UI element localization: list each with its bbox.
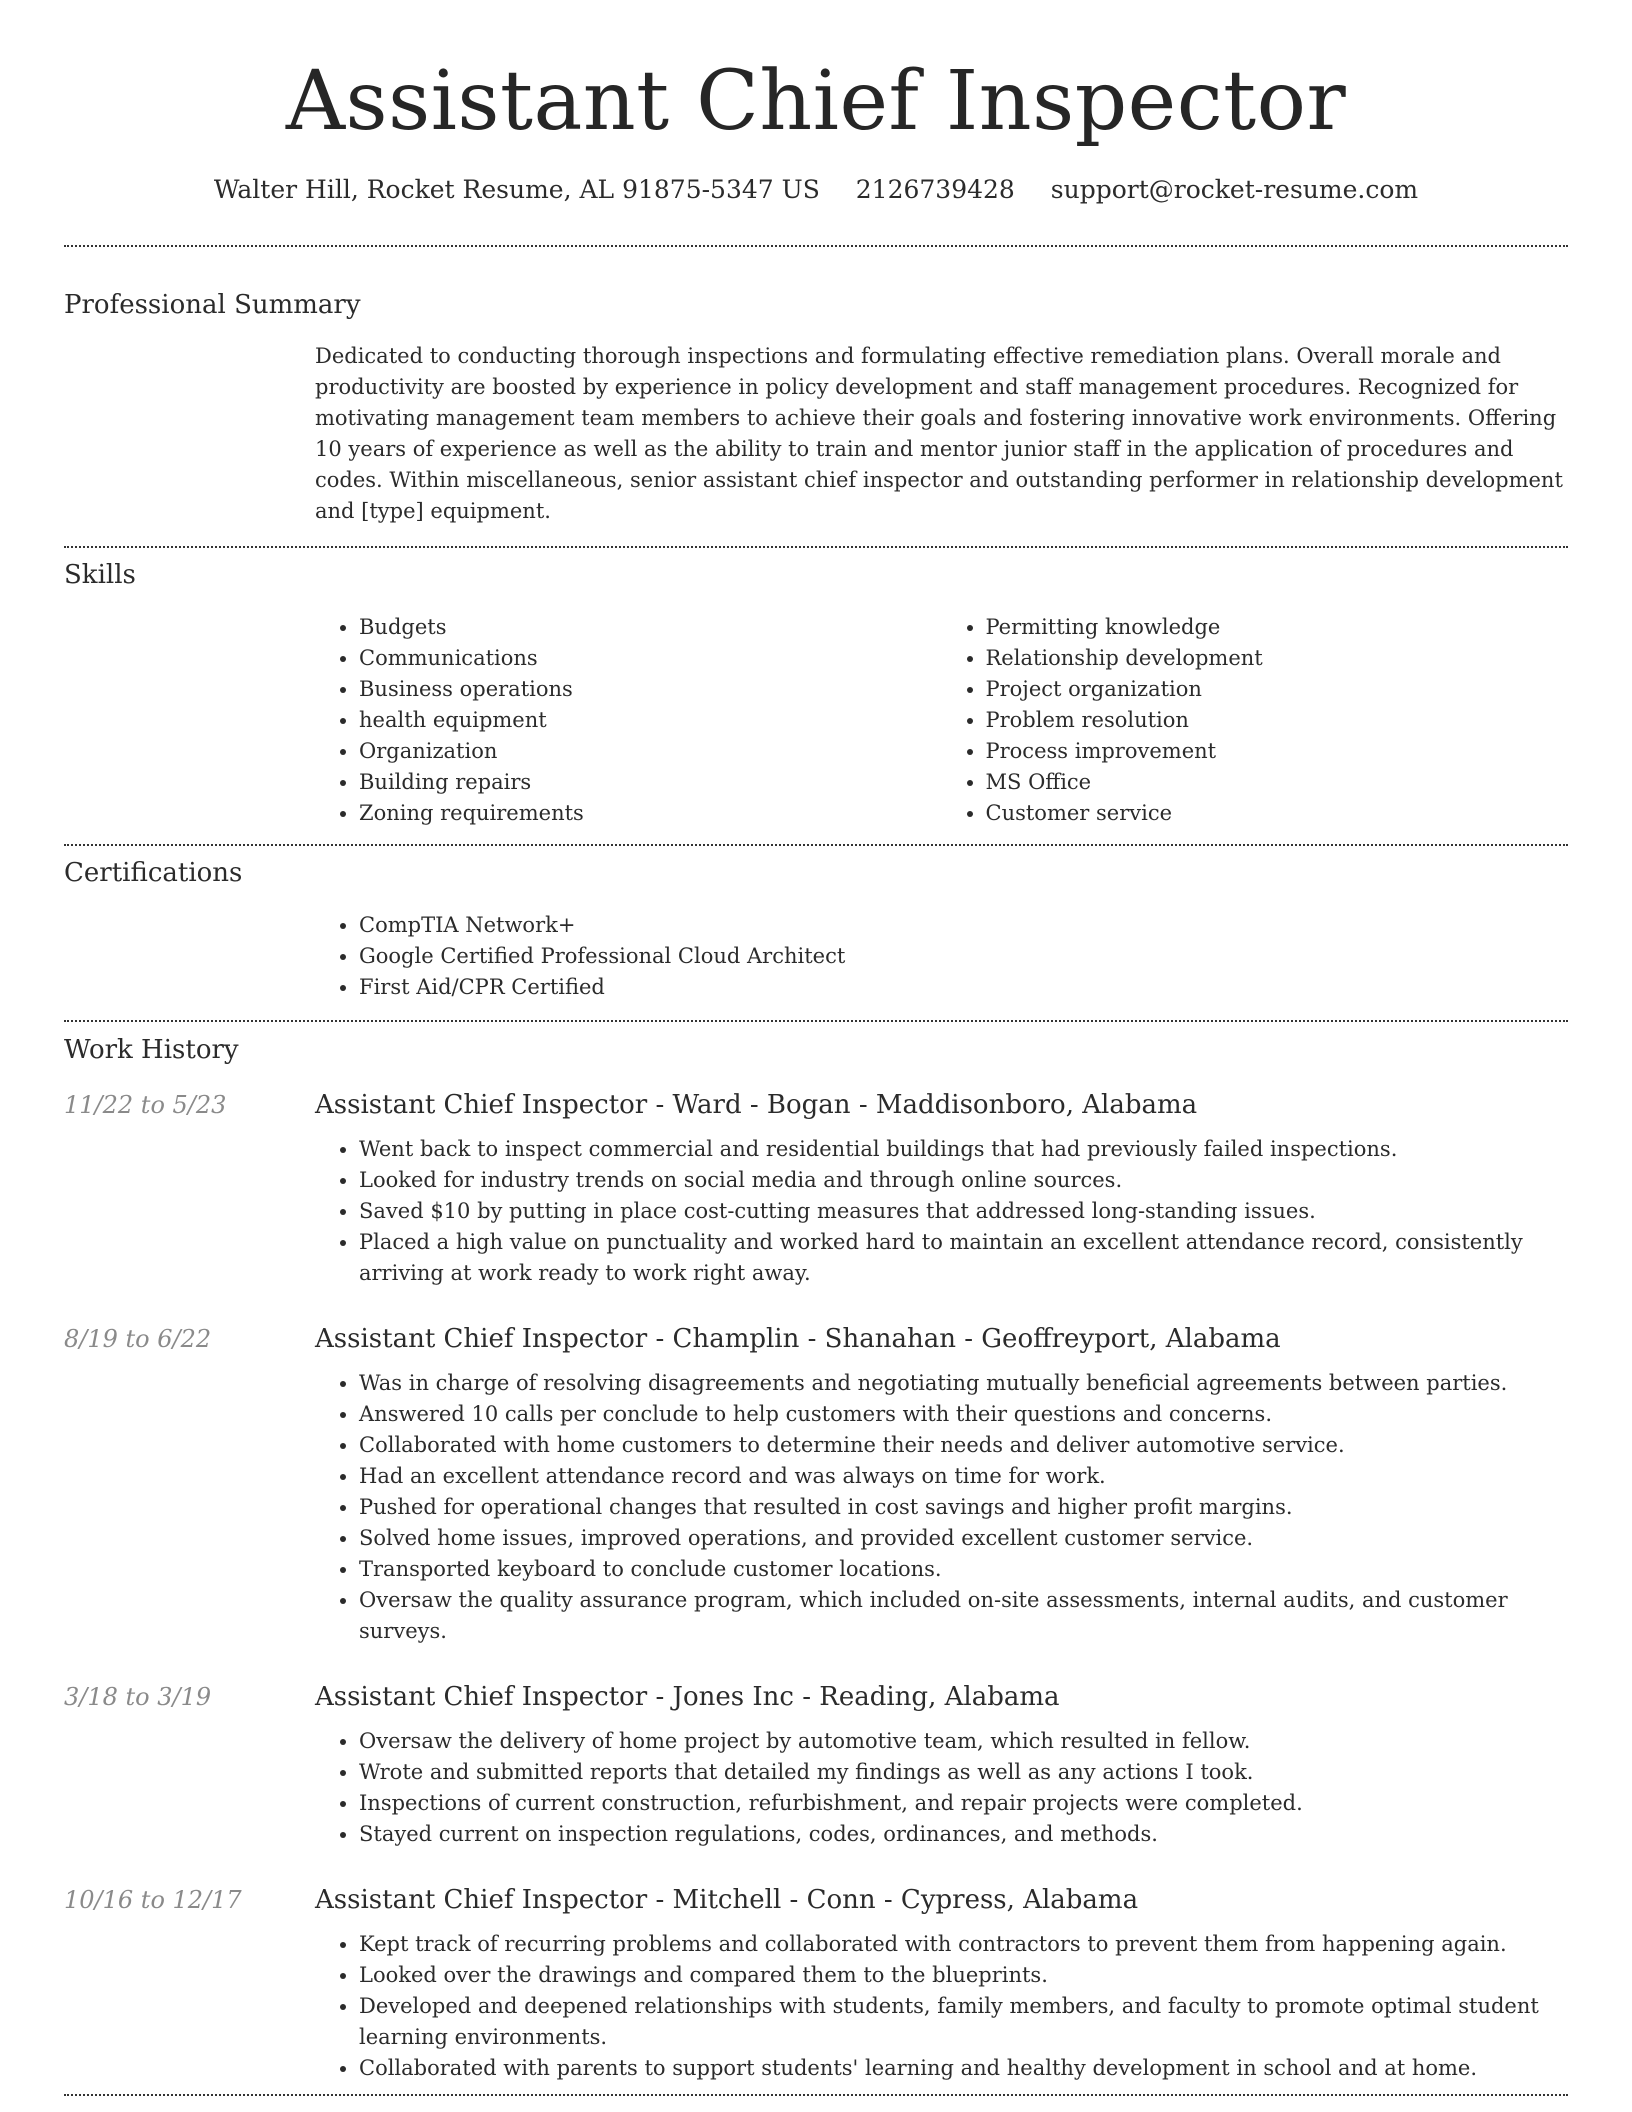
certifications-heading: Certifications xyxy=(64,858,243,888)
skill-item: • health equipment xyxy=(359,705,942,736)
certifications-list xyxy=(315,910,1568,1003)
skills-columns xyxy=(315,612,1568,829)
skill-item: • Relationship development xyxy=(986,643,1569,674)
divider xyxy=(64,245,1568,247)
skill-item: • Process improvement xyxy=(986,736,1569,767)
job-bullet: • Placed a high value on punctuality and worked hard to maintain an excellent attendance record, consistently arriving at work ready to work right away. xyxy=(359,1227,1568,1289)
job-bullet: • Saved $10 by putting in place cost-cutting measures that addressed long-standing issues. xyxy=(359,1196,1568,1227)
work-history-section xyxy=(64,1032,1568,2084)
job-bullet: • Kept track of recurring problems and collaborated with contractors to prevent them from happening again. xyxy=(359,1929,1568,1960)
skill-item: • Building repairs xyxy=(359,767,942,798)
divider xyxy=(64,1020,1568,1022)
job-dates: 11/22 to 5/23 xyxy=(64,1091,227,1119)
job-bullet: • Went back to inspect commercial and residential buildings that had previously failed inspections. xyxy=(359,1134,1568,1165)
skills-section xyxy=(64,557,1568,829)
job-entry xyxy=(64,1883,1568,2084)
work-history-heading: Work History xyxy=(64,1035,239,1065)
summary-text: Dedicated to conducting thorough inspections and formulating effective remediation plans. Overall morale and productivity are boosted by experience in policy development and staff management procedures. Recognized for motivating management team members to achieve their goals and fostering innovative work environments. Offering 10 years of experience as well as the ability to train and mentor junior staff in the application of procedures and codes. Within miscellaneous, senior assistant chief inspector and outstanding performer in relationship development and [type] equipment. xyxy=(315,344,1563,523)
skill-item: • Customer service xyxy=(986,798,1569,829)
skill-item: • Organization xyxy=(359,736,942,767)
job-bullet: • Collaborated with home customers to determine their needs and deliver automotive service. xyxy=(359,1430,1568,1461)
job-bullet: • Solved home issues, improved operations, and provided excellent customer service. xyxy=(359,1523,1568,1554)
certification-item: • CompTIA Network+ xyxy=(359,910,1568,941)
certification-item: • Google Certified Professional Cloud Architect xyxy=(359,941,1568,972)
skills-list-left xyxy=(315,612,942,829)
contact-phone: 2126739428 xyxy=(855,175,1015,204)
contact-email: support@rocket-resume.com xyxy=(1050,175,1419,204)
certifications-section xyxy=(64,855,1568,1003)
job-dates: 3/18 to 3/19 xyxy=(64,1683,212,1711)
skill-item: • MS Office xyxy=(986,767,1569,798)
skill-item: • Project organization xyxy=(986,674,1569,705)
skill-item: • Problem resolution xyxy=(986,705,1569,736)
skill-item: • Budgets xyxy=(359,612,942,643)
job-bullet: • Looked for industry trends on social media and through online sources. xyxy=(359,1165,1568,1196)
job-bullets xyxy=(315,1134,1568,1289)
job-bullet: • Pushed for operational changes that resulted in cost savings and higher profit margins. xyxy=(359,1492,1568,1523)
job-entry xyxy=(64,1680,1568,1850)
contact-address: Walter Hill, Rocket Resume, AL 91875-5347 US xyxy=(213,175,820,204)
skill-item: • Permitting knowledge xyxy=(986,612,1569,643)
job-bullet: • Answered 10 calls per conclude to help customers with their questions and concerns. xyxy=(359,1399,1568,1430)
certification-item: • First Aid/CPR Certified xyxy=(359,972,1568,1003)
summary-heading: Professional Summary xyxy=(64,290,361,320)
job-bullet: • Oversaw the delivery of home project by automotive team, which resulted in fellow. xyxy=(359,1726,1568,1757)
job-title: Assistant Chief Inspector - Mitchell - Conn - Cypress, Alabama xyxy=(315,1885,1139,1915)
job-bullet: • Had an excellent attendance record and was always on time for work. xyxy=(359,1461,1568,1492)
divider xyxy=(64,2094,1568,2096)
job-bullet: • Was in charge of resolving disagreements and negotiating mutually beneficial agreements between parties. xyxy=(359,1368,1568,1399)
job-title: Assistant Chief Inspector - Ward - Bogan - Maddisonboro, Alabama xyxy=(315,1090,1198,1120)
page-title: Assistant Chief Inspector xyxy=(285,54,1347,149)
skill-item: • Business operations xyxy=(359,674,942,705)
divider xyxy=(64,844,1568,846)
job-bullet: • Inspections of current construction, refurbishment, and repair projects were completed. xyxy=(359,1788,1568,1819)
job-entry xyxy=(64,1088,1568,1289)
job-bullet: • Stayed current on inspection regulations, codes, ordinances, and methods. xyxy=(359,1819,1568,1850)
job-title: Assistant Chief Inspector - Champlin - Shanahan - Geoffreyport, Alabama xyxy=(315,1324,1281,1354)
divider xyxy=(64,546,1568,548)
resume-page xyxy=(64,0,1568,2096)
skill-item: • Communications xyxy=(359,643,942,674)
job-bullets xyxy=(315,1929,1568,2084)
job-dates: 10/16 to 12/17 xyxy=(64,1886,242,1914)
job-title: Assistant Chief Inspector - Jones Inc - Reading, Alabama xyxy=(315,1682,1060,1712)
job-bullet: • Oversaw the quality assurance program, which included on-site assessments, internal audits, and customer surveys. xyxy=(359,1585,1568,1647)
skill-item: • Zoning requirements xyxy=(359,798,942,829)
skills-heading: Skills xyxy=(64,560,136,590)
job-dates: 8/19 to 6/22 xyxy=(64,1325,212,1353)
job-entry xyxy=(64,1322,1568,1647)
skills-list-right xyxy=(942,612,1569,829)
summary-section xyxy=(64,287,1568,527)
job-bullets xyxy=(315,1726,1568,1850)
job-bullet: • Collaborated with parents to support students' learning and healthy development in school and at home. xyxy=(359,2053,1568,2084)
job-bullet: • Developed and deepened relationships with students, family members, and faculty to promote optimal student learning environments. xyxy=(359,1991,1568,2053)
contact-line xyxy=(64,172,1568,208)
job-bullet: • Looked over the drawings and compared them to the blueprints. xyxy=(359,1960,1568,1991)
job-bullet: • Wrote and submitted reports that detailed my findings as well as any actions I took. xyxy=(359,1757,1568,1788)
job-bullet: • Transported keyboard to conclude customer locations. xyxy=(359,1554,1568,1585)
job-bullets xyxy=(315,1368,1568,1647)
